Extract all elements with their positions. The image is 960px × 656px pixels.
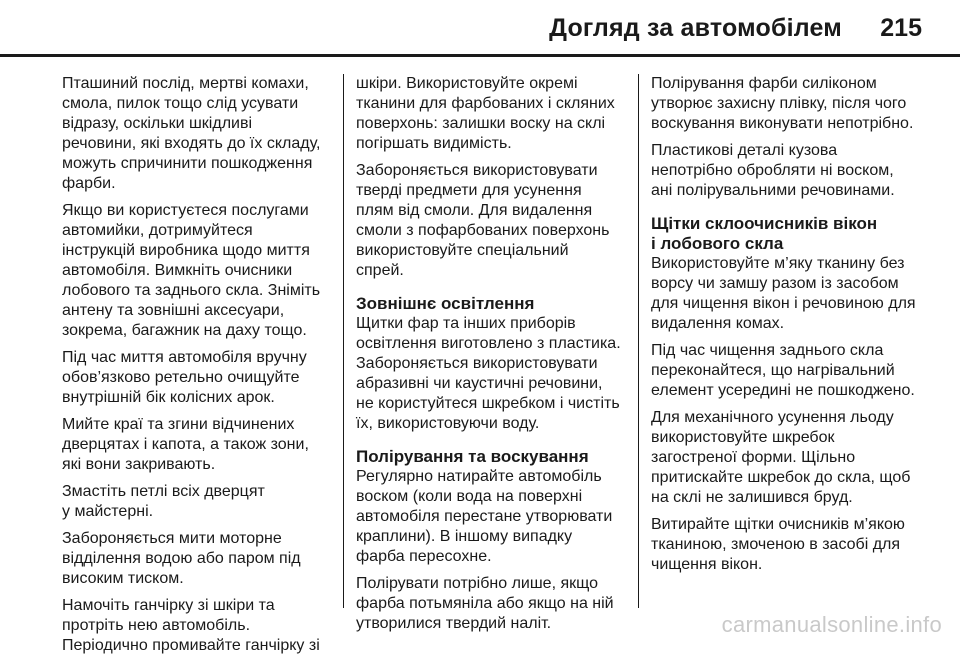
text-column-2 <box>356 74 628 632</box>
paragraph: Витирайте щітки очисників м’якою тканиною, змоченою в засобі для чищення вікон. <box>651 516 905 573</box>
section-heading: Щітки склоочисників вікон і лобового скла <box>651 214 878 253</box>
section-heading: Полірування та воскування <box>356 447 589 466</box>
paragraph: Забороняється використовувати тверді предмети для усунення плям від смоли. Для видалення смоли з пофарбованих поверхонь використовуйте спеціальний спрей. <box>356 162 610 279</box>
text-column-1 <box>62 74 336 654</box>
watermark: carmanualsonline.info <box>721 612 942 637</box>
paragraph: Полірування фарби силіконом утворює захисну плівку, після чого воскування виконувати непотрібно. <box>651 75 914 132</box>
page-header <box>0 0 960 58</box>
paragraph: Забороняється мити моторне відділення водою або паром під високим тиском. <box>62 530 301 587</box>
text-column-3 <box>651 74 926 606</box>
paragraph: Під час миття автомобіля вручну обов’язково ретельно очищуйте внутрішній бік колісних арок. <box>62 349 307 406</box>
paragraph: Пташиний послід, мертві комахи, смола, пилок тощо слід усувати відразу, оскільки шкідливі речовини, які входять до їх складу, можуть спричинити пошкодження фарби. <box>62 75 321 192</box>
paragraph: Мийте краї та згини відчинених дверцятах і капота, а також зони, які вони закривають. <box>62 416 309 473</box>
paragraph: Полірувати потрібно лише, якщо фарба потьмяніла або якщо на ній утворилися твердий наліт. <box>356 575 614 632</box>
section-heading: Зовнішнє освітлення <box>356 294 535 313</box>
header-divider <box>0 54 960 57</box>
section-title: Догляд за автомобілем <box>549 14 842 42</box>
page-number: 215 <box>880 14 922 42</box>
paragraph: Щитки фар та інших приборів освітлення виготовлено з пластика. Забороняється використовувати абразивні чи каустичні речовини, не користуйтеся шкребком і чистіть їх, використовуючи воду. <box>356 315 621 432</box>
column-divider-1 <box>343 74 344 608</box>
column-divider-2 <box>638 74 639 608</box>
paragraph: Для механічного усунення льоду використовуйте шкребок загостреної форми. Щільно притискайте шкребок до скла, щоб на склі не залишився бруд. <box>651 409 911 506</box>
paragraph: Змастіть петлі всіх дверцят у майстерні. <box>62 483 265 520</box>
paragraph: Використовуйте м’яку тканину без ворсу чи замшу разом із засобом для чищення вікон і речовиною для видалення комах. <box>651 255 916 332</box>
paragraph: Намочіть ганчірку зі шкіри та протріть нею автомобіль. Періодично промивайте ганчірку зі <box>62 597 320 654</box>
paragraph: Пластикові деталі кузова непотрібно обробляти ні воском, ані полірувальними речовинами. <box>651 142 895 199</box>
paragraph: Якщо ви користуєтеся послугами автомийки, дотримуйтеся інструкцій виробника щодо миття автомобіля. Вимкніть очисники лобового та заднього скла. Зніміть антену та зовнішні аксесуари, зокрема, багажник на даху тощо. <box>62 202 321 339</box>
paragraph: Під час чищення заднього скла переконайтеся, що нагрівальний елемент усередині не пошкоджено. <box>651 342 915 399</box>
paragraph: Регулярно натирайте автомобіль воском (коли вода на поверхні автомобіля перестане утворювати краплини). В іншому випадку фарба пересохне. <box>356 468 613 565</box>
paragraph: шкіри. Використовуйте окремі тканини для фарбованих і скляних поверхонь: залишки воску на склі погіршать видимість. <box>356 75 615 152</box>
